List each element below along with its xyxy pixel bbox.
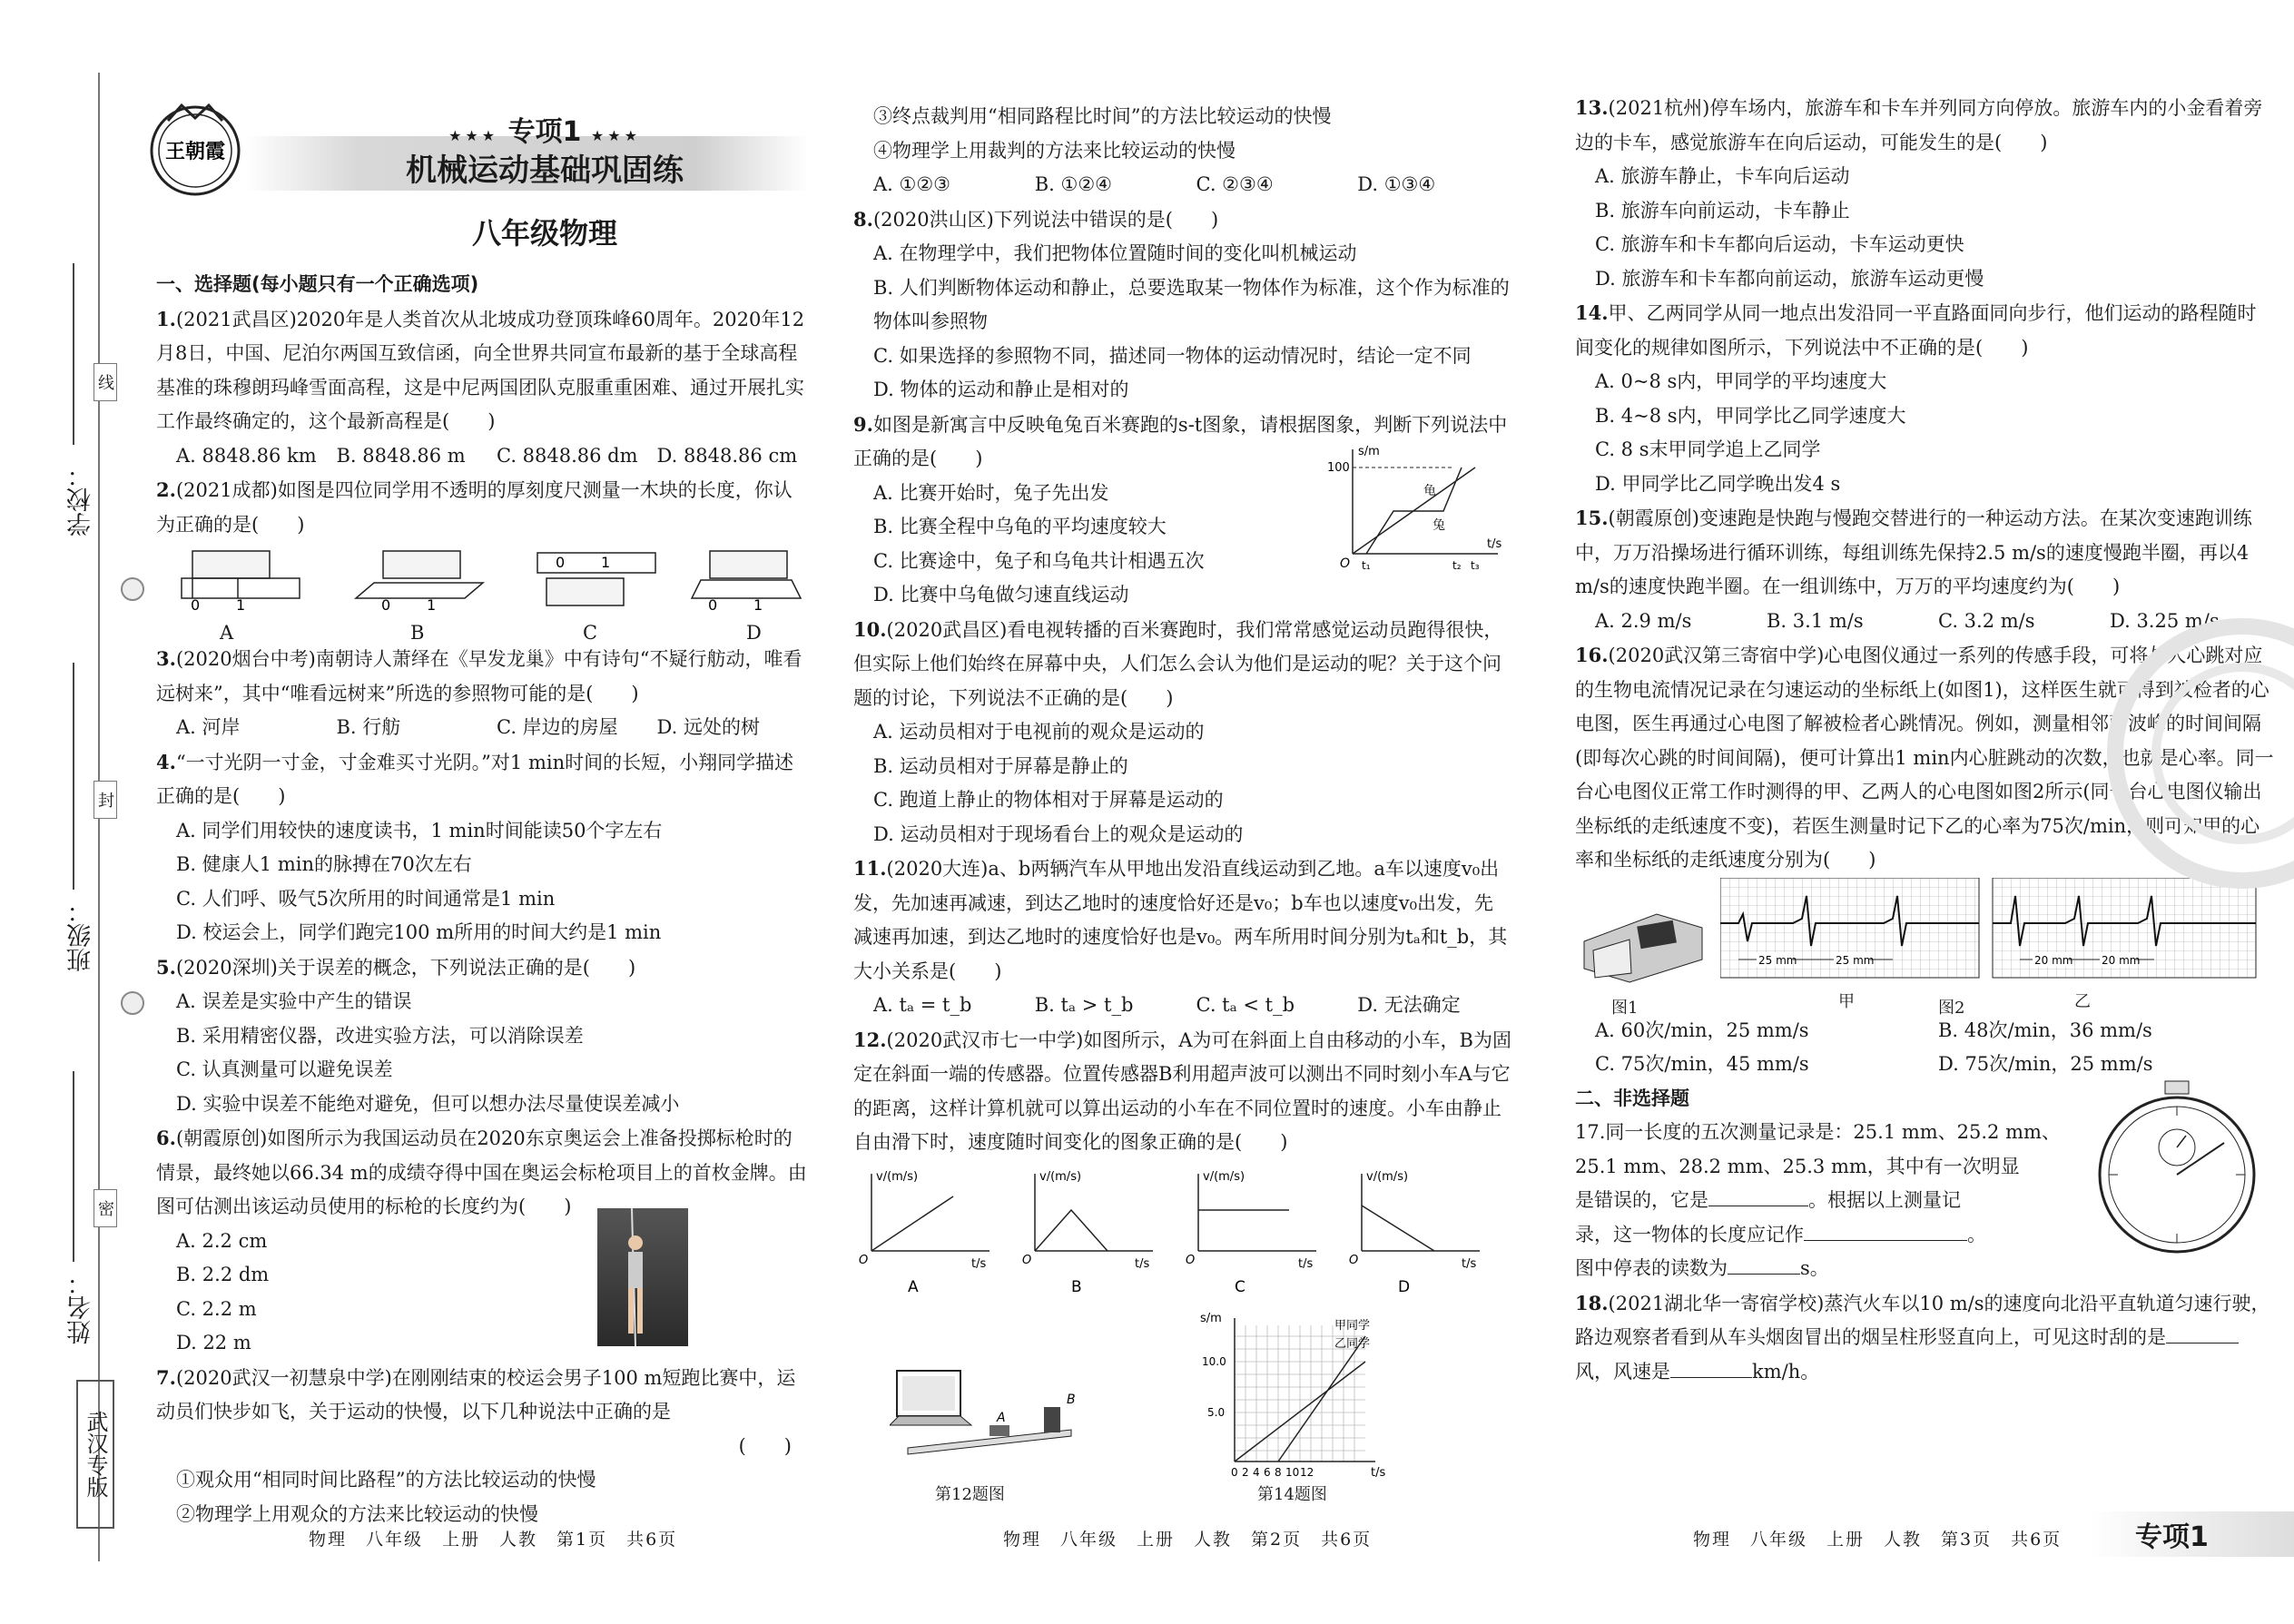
svg-text:t/s: t/s [1487,536,1502,551]
fig12-apparatus [890,1362,1080,1462]
question-8: 8.(2020洪山区)下列说法中错误的是( ) [853,207,1219,231]
q16-options-row2 [1575,1048,2274,1082]
svg-text:王朝霞: 王朝霞 [164,141,226,163]
stopwatch-icon [2088,1079,2269,1279]
column-2 [853,100,1511,1516]
option: A. 8848.86 km [176,444,317,467]
option: B. 2.2 dm [176,1264,270,1285]
svg-text:12: 12 [1300,1466,1314,1479]
question-5: 5.(2020深圳)关于误差的概念，下列说法正确的是( ) [156,955,636,979]
figure-label: D [1398,1277,1411,1296]
figure-label: B [410,622,425,644]
binding-mark-line: 线 [94,363,117,401]
question-9: 9.如图是新寓言中反映龟兔百米赛跑的s-t图象，请根据图象，判断下列说法中正确的是( ) [853,412,1508,469]
option: A. 2.9 m/s [1595,609,1692,632]
javelin-athlete-photo [597,1208,688,1346]
statement: ③终点裁判用“相同路程比时间”的方法比较运动的快慢 [873,105,1332,127]
option: B. ①②④ [1034,173,1113,195]
svg-text:10: 10 [1285,1466,1300,1479]
binding-hole [121,991,144,1015]
svg-text:v/(m/s): v/(m/s) [1203,1169,1245,1184]
svg-text:v/(m/s): v/(m/s) [876,1169,919,1184]
question-1: 1.(2021武昌区)2020年是人类首次从北坡成功登顶珠峰60周年。2020年12月8日，中国、尼泊尔两国互致信函，向全世界共同宣布最新的基于全球高程基准的珠穆朗玛峰雪面高程，这是中尼两国团队克服重重困难、通过开展扎实工作最终确定的，这个最新高程是( ) [156,307,805,432]
binding-mark-seal: 封 [94,781,117,819]
svg-text:1: 1 [236,596,246,614]
question-3: 3.(2020烟台中考)南朝诗人萧绎在《早发龙巢》中有诗句“不疑行舫动，唯看远树来”，其中“唯看远树来”所选的参照物可能的是( ) [156,647,802,704]
svg-text:A: A [997,1411,1006,1425]
option: D. 实验中误差不能绝对避免，但可以想办法尽量使误差减小 [176,1092,680,1115]
svg-text:25 mm: 25 mm [1758,953,1797,967]
edition-label: 武汉专版 [76,1380,114,1529]
svg-text:t₃: t₃ [1471,558,1480,572]
svg-text:t₂: t₂ [1452,558,1462,572]
option: D. ①③④ [1357,173,1436,195]
figure-caption: 第12题图 [935,1485,1005,1504]
option: B. 比赛全程中乌龟的平均速度较大 [873,516,1167,537]
option: A. 60次/min，25 mm/s [1595,1019,1809,1041]
svg-text:甲同学: 甲同学 [1334,1319,1371,1333]
option: D. 校运会上，同学们跑完100 m所用的时间大约是1 min [176,921,662,943]
svg-text:O: O [1340,556,1351,571]
ruler-diagrams [156,542,810,619]
page-footer: 物理 八年级 上册 人教 第3页 共6页 [1693,1530,2063,1550]
svg-text:20 mm: 20 mm [2102,953,2141,967]
option: A. 河岸 [176,716,241,738]
svg-text:25 mm: 25 mm [1836,953,1875,967]
svg-text:10.0: 10.0 [1202,1355,1226,1368]
option: D. 旅游车和卡车都向前运动，旅游车运动更慢 [1595,267,1984,290]
figure-label: C [1235,1277,1245,1296]
option: C. 人们呼、吸气5次所用的时间通常是1 min [176,887,556,910]
svg-text:v/(m/s): v/(m/s) [1039,1169,1082,1184]
figure-label: 乙 [2074,991,2091,1011]
svg-text:1: 1 [427,596,437,614]
svg-text:t/s: t/s [1298,1256,1314,1271]
option: C. 8 s末甲同学追上乙同学 [1595,438,1821,460]
name-label: 姓名： [67,1271,95,1344]
statement: ①观众用“相同时间比路程”的方法比较运动的快慢 [176,1469,596,1491]
svg-text:乙同学: 乙同学 [1334,1337,1371,1351]
question-4: 4.“一寸光阴一寸金，寸金难买寸光阴。”对1 min时间的长短，小翔同学描述正确的是( ) [156,750,794,807]
option: A. 0~8 s内，甲同学的平均速度大 [1595,370,1887,392]
page-footer: 物理 八年级 上册 人教 第2页 共6页 [1003,1530,1373,1550]
school-blank [73,263,74,445]
figure-caption: 第14题图 [1257,1485,1327,1504]
option: C. 如果选择的参照物不同，描述同一物体的运动情况时，结论一定不同 [873,344,1472,367]
figure-label: D [746,622,762,644]
question-2: 2.(2021成都)如图是四位同学用不透明的厚刻度尺测量一木块的长度，你认为正确的是( ) [156,478,793,536]
option: C. 岸边的房屋 [497,716,618,738]
question-12: 12.(2020武汉市七一中学)如图所示，A为可在斜面上自由移动的小车，B为固定在斜面一端的传感器。位置传感器B利用超声波可以测出不同时刻小车A与它的距离，这样计算机就可以算出运动的小车在不同位置时的速度。小车由静止自由滑下时，速度随时间变化的图象正确的是( ) [853,1028,1511,1153]
q3-options [156,711,810,745]
svg-text:O: O [1349,1253,1359,1267]
figure-label: B [1071,1277,1082,1296]
svg-text:s/m: s/m [1358,444,1380,458]
option: A. 2.2 cm [176,1229,268,1252]
question-18: 18.(2021湖北华一寄宿学校)蒸汽火车以10 m/s的速度向北沿平直轨道匀速行驶，路边观察者看到从车头烟囱冒出的烟呈柱形竖直向上，可见这时刮的是风，风速是 km/h。 [1575,1291,2270,1383]
question-16: 16.(2020武汉第三寄宿中学)心电图仪通过一系列的传感手段，可将与人心跳对应的生物电流情况记录在匀速运动的坐标纸上(如图1)，这样医生就可得到被检者的心电图，医生再通过心电图了解被检者心跳情况。例如，测量相邻两波峰的时间间隔(即每次心跳的时间间隔)，便可计算出1 min内心脏跳动的次数，也就是心率。同一台心电图仪正常工作时测得的甲、乙两人的心电图如图2所示(同一台心电图仪输出坐标纸的走纸速度不变)，若医生测量时记下乙的心率为75次/min，则可知甲的心率和坐标纸的走纸速度分别为( ) [1575,644,2274,871]
svg-text:5.0: 5.0 [1207,1406,1226,1419]
option: D. 3.25 m/s [2110,609,2220,632]
option: D. 无法确定 [1357,994,1461,1016]
svg-text:0: 0 [708,596,718,614]
option: B. 人们判断物体运动和静止，总要选取某一物体作为标准，这个作为标准的物体叫参照物 [873,276,1510,332]
topic-badge: ★★★ 专项1 ★★★ [448,116,641,148]
question-6: 6.(朝霞原创)如图所示为我国运动员在2020东京奥运会上准备投掷标枪时的情景，最终她以66.34 m的成绩夺得中国在奥运会标枪项目上的首枚金牌。由图可估测出该运动员使用的标枪的长度约为( ) [156,1127,807,1217]
svg-text:2: 2 [1242,1466,1249,1479]
option: D. 物体的运动和静止是相对的 [873,379,1129,400]
svg-text:100: 100 [1327,460,1350,475]
option: A. 同学们用较快的速度读书，1 min时间能读50个字左右 [176,819,663,842]
figure-label: C [583,622,598,644]
answer-blank[interactable] [1728,1274,1800,1275]
svg-text:t/s: t/s [1462,1256,1477,1271]
option: C. 跑道上静止的物体相对于屏幕是运动的 [873,789,1224,811]
option: C. tₐ < t_b [1196,994,1295,1016]
svg-text:1: 1 [753,596,763,614]
q2-ruler-figures [156,542,810,642]
svg-text:O: O [1186,1253,1196,1267]
question-17: 17.同一长度的五次测量记录是：25.1 mm、25.2 mm、 25.1 mm、28.2 mm、25.3 mm，其中有一次明显 是错误的，它是 。根据以上测量记 录，这一物体的长度应记作 。 图中停表的读数为 s。 [1575,1116,2274,1286]
svg-text:s/m: s/m [1200,1312,1222,1325]
option: D. 运动员相对于现场看台上的观众是运动的 [873,822,1244,845]
option: C. 认真测量可以避免误差 [176,1058,393,1080]
binding-hole [121,577,144,601]
binding-margin [0,0,145,1624]
statement: ②物理学上用观众的方法来比较运动的快慢 [176,1502,538,1525]
option: C. 2.2 m [176,1297,257,1320]
class-blank [73,663,74,890]
option: A. 比赛开始时，兔子先出发 [873,481,1109,504]
svg-text:6: 6 [1264,1466,1271,1479]
option: A. 旅游车静止，卡车向后运动 [1595,165,1850,187]
svg-text:O: O [859,1253,869,1267]
section-heading: 二、非选择题 [1575,1087,1689,1109]
option: A. tₐ = t_b [873,994,972,1016]
figure-label: 甲 [1838,991,1855,1011]
option: A. ①②③ [873,173,950,195]
svg-text:1: 1 [601,554,611,571]
option: B. 采用精密仪器，改进实验方法，可以消除误差 [176,1024,584,1047]
svg-text:t/s: t/s [971,1256,987,1271]
option: B. 48次/min，36 mm/s [1938,1019,2152,1041]
svg-text:t/s: t/s [1371,1466,1386,1480]
column-1 [156,268,810,1531]
q16-options-row1 [1575,1014,2274,1048]
page-subtitle: 八年级物理 [471,216,617,251]
svg-text:0: 0 [1231,1466,1238,1479]
option: B. 4~8 s内，甲同学比乙同学速度大 [1595,404,1906,427]
q7-options [853,168,1511,202]
question-15: 15.(朝霞原创)变速跑是快跑与慢跑交替进行的一种运动方法。在某次变速跑训练中，万万沿操场进行循环训练，每组训练先保持2.5 m/s的速度慢跑半圈，再以4 m/s的速度快跑半圈。在一组训练中，万万的平均速度约为( ) [1575,507,2252,597]
svg-text:t/s: t/s [1135,1256,1150,1271]
class-label: 班级： [67,899,95,972]
section-heading: 一、选择题(每小题只有一个正确选项) [156,273,479,295]
question-11: 11.(2020大连)a、b两辆汽车从甲地出发沿直线运动到乙地。a车以速度v₀出发，先加速再减速，到达乙地时的速度恰好还是v₀；b车也以速度v₀出发，先减速再加速，到达乙地时的速度恰好也是v₀。两车所用时间分别为tₐ和t_b，其大小关系是( ) [853,857,1508,982]
option: D. 远处的树 [656,716,760,738]
graph-a-line [871,1196,953,1251]
svg-text:0: 0 [191,596,201,614]
figure-caption: 图2 [1938,998,1965,1018]
svg-text:20 mm: 20 mm [2034,953,2073,967]
answer-blank[interactable] [1670,1377,1752,1378]
answer-paren: ( ) [738,1434,792,1457]
option: B. 8848.86 m [336,444,466,467]
answer-blank[interactable] [1804,1240,1967,1241]
graph-d-line [1362,1206,1434,1251]
option: B. tₐ > t_b [1034,994,1134,1016]
ecg-figures [1575,878,2274,1018]
fig14-st-graph [1198,1307,1416,1489]
ecg-machine [1575,887,1711,987]
svg-text:0: 0 [556,554,566,571]
option: A. 误差是实验中产生的错误 [176,990,412,1012]
figure-label: A [220,622,234,644]
svg-text:龟: 龟 [1423,483,1436,498]
question-10: 10.(2020武昌区)看电视转播的百米赛跑时，我们常常感觉运动员跑得很快，但实际上他们始终在屏幕中央，人们怎么会认为他们是运动的呢？关于这个问题的讨论，下列说法不正确的是( ) [853,617,1503,709]
q12-vt-graphs [853,1160,1507,1296]
option: B. 3.1 m/s [1767,609,1864,632]
question-7: 7.(2020武汉一初慧泉中学)在刚刚结束的校运会男子100 m短跑比赛中，运动员们快步如飞，关于运动的快慢，以下几种说法中正确的是 [156,1365,796,1422]
svg-text:O: O [1022,1253,1032,1267]
ecg-charts [1720,878,2265,982]
option: D. 甲同学比乙同学晚出发4 s [1595,472,1841,495]
footer-topic-tag: 专项1 [2135,1521,2209,1553]
option: C. 旅游车和卡车都向后运动，卡车运动更快 [1595,233,1964,255]
graph-b-line [1035,1210,1108,1251]
svg-text:8: 8 [1275,1466,1282,1479]
q9-st-graph [1325,440,1507,576]
option: B. 行舫 [336,716,401,738]
question-14: 14.甲、乙两同学从同一地点出发沿同一平直路面同向步行，他们运动的路程随时间变化的规律如图所示，下列说法中不正确的是( ) [1575,301,2257,359]
page-footer: 物理 八年级 上册 人教 第1页 共6页 [309,1530,678,1550]
statement: ④物理学上用裁判的方法来比较运动的快慢 [873,139,1236,162]
option: D. 75次/min，25 mm/s [1938,1053,2153,1075]
figure-label: A [908,1277,919,1296]
q1-options [156,439,810,474]
rabbit-line [1366,468,1462,554]
svg-text:t₁: t₁ [1362,558,1371,572]
watermark-seal [2106,617,2294,890]
page-title: 机械运动基础巩固练 [406,153,684,189]
option: C. 比赛途中，兔子和乌龟共计相遇五次 [873,549,1205,572]
publisher-logo [145,98,245,198]
option: C. 75次/min，45 mm/s [1595,1053,1809,1075]
option: A. 运动员相对于电视前的观众是运动的 [873,721,1205,743]
option: D. 比赛中乌龟做匀速直线运动 [873,584,1129,605]
option: B. 旅游车向前运动，卡车静止 [1595,199,1850,221]
option: D. 22 m [176,1332,251,1353]
svg-text:0: 0 [381,596,391,614]
school-label: 学校： [67,463,95,536]
option: C. 8848.86 dm [497,444,638,467]
option: B. 运动员相对于屏幕是静止的 [873,754,1128,777]
name-blank [73,1071,74,1262]
option: D. 8848.86 cm [656,444,798,467]
option: C. ②③④ [1196,173,1274,195]
question-13: 13.(2021杭州)停车场内，旅游车和卡车并列同方向停放。旅游车内的小金看着旁边的卡车，感觉旅游车在向后运动，可能发生的是( ) [1575,96,2263,153]
svg-text:B: B [1067,1393,1076,1407]
svg-text:兔: 兔 [1433,517,1445,533]
option: C. 3.2 m/s [1938,609,2035,632]
svg-text:v/(m/s): v/(m/s) [1366,1169,1409,1184]
option: B. 健康人1 min的脉搏在70次左右 [176,853,472,875]
binding-mark-tight: 密 [94,1189,117,1227]
svg-text:4: 4 [1253,1466,1260,1479]
q11-options [853,989,1511,1023]
option: A. 在物理学中，我们把物体位置随时间的变化叫机械运动 [873,242,1357,264]
figure-caption: 图1 [1611,998,1639,1018]
